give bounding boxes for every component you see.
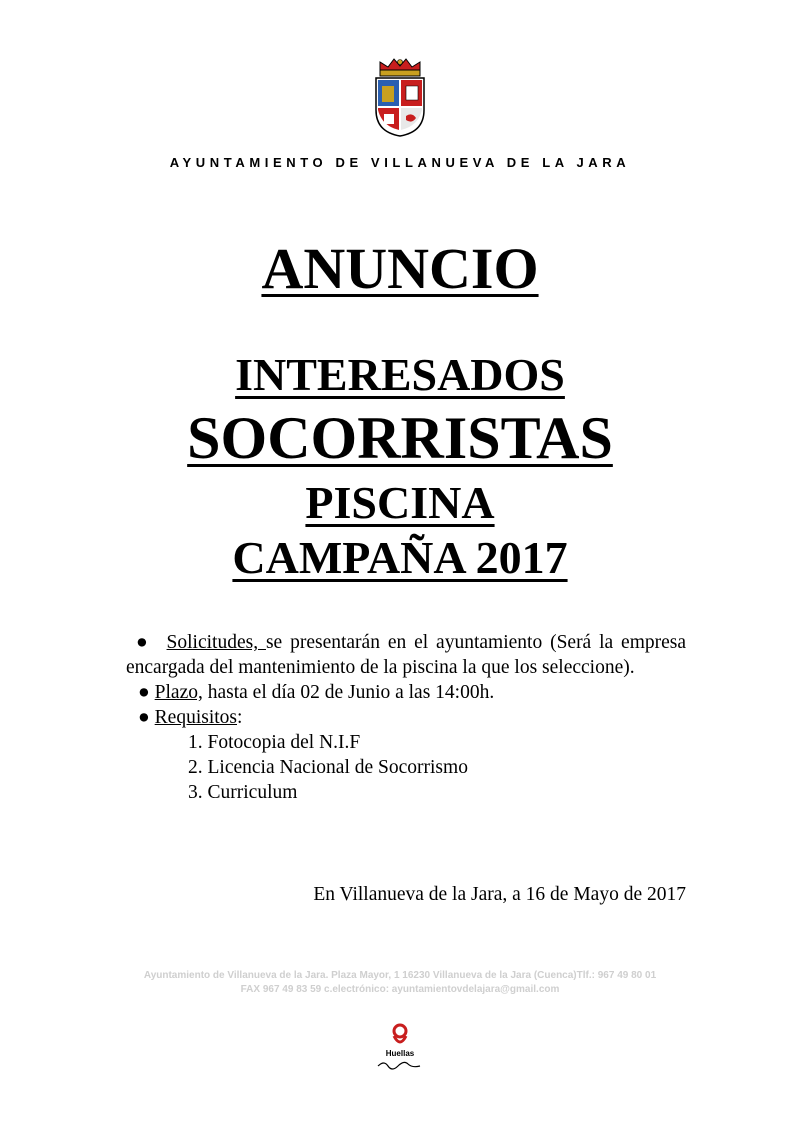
list-item-deadline xyxy=(138,680,686,705)
requirement-item: 3. Curriculum xyxy=(188,782,298,803)
announcement-body xyxy=(126,630,686,805)
huellas-logo-icon xyxy=(370,1022,430,1074)
announcement-title xyxy=(0,236,800,301)
heading-pool xyxy=(0,477,800,528)
announcement-title-text: ANUNCIO xyxy=(261,236,539,301)
heading-lifeguards xyxy=(0,405,800,471)
footer-contact: FAX 967 49 83 59 c.electrónico: ayuntamientovdelajara@gmail.com xyxy=(240,984,560,995)
requirement-item: 2. Licencia Nacional de Socorrismo xyxy=(188,757,468,778)
place-and-date: En Villanueva de la Jara, a 16 de Mayo de 2017 xyxy=(313,884,686,905)
organization-name: AYUNTAMIENTO DE VILLANUEVA DE LA JARA xyxy=(169,155,631,170)
heading-campaign-text: CAMPAÑA 2017 xyxy=(232,532,568,583)
heading-pool-text: PISCINA xyxy=(305,477,495,528)
requirements-colon: : xyxy=(237,707,243,728)
deadline-text: hasta el día 02 de Junio a las 14:00h. xyxy=(202,682,495,703)
heading-campaign xyxy=(0,532,800,583)
bullet-icon: ● xyxy=(138,707,150,728)
bullet-icon: ● xyxy=(138,682,150,703)
heading-interested-text: INTERESADOS xyxy=(235,349,565,400)
applications-label: Solicitudes, xyxy=(166,632,266,653)
footer-address: Ayuntamiento de Villanueva de la Jara. Plaza Mayor, 1 16230 Villanueva de la Jara (Cuenca)Tlf.: 967 49 80 01 xyxy=(143,970,657,981)
huellas-logo-text: Huellas xyxy=(385,1049,415,1058)
applications-text: se presentarán en el ayuntamiento (Será la empresa encargada del mantenimiento de la piscina la que los seleccione). xyxy=(126,632,687,678)
coat-of-arms-icon xyxy=(372,58,428,138)
heading-lifeguards-text: SOCORRISTAS xyxy=(187,405,613,471)
list-item-applications xyxy=(126,630,686,680)
deadline-label: Plazo, xyxy=(154,682,203,703)
requirement-item: 1. Fotocopia del N.I.F xyxy=(188,732,361,753)
requirements-label: Requisitos xyxy=(154,707,237,728)
list-item-requirements xyxy=(138,705,686,730)
heading-interested xyxy=(0,349,800,400)
bullet-icon: ● xyxy=(136,632,151,653)
